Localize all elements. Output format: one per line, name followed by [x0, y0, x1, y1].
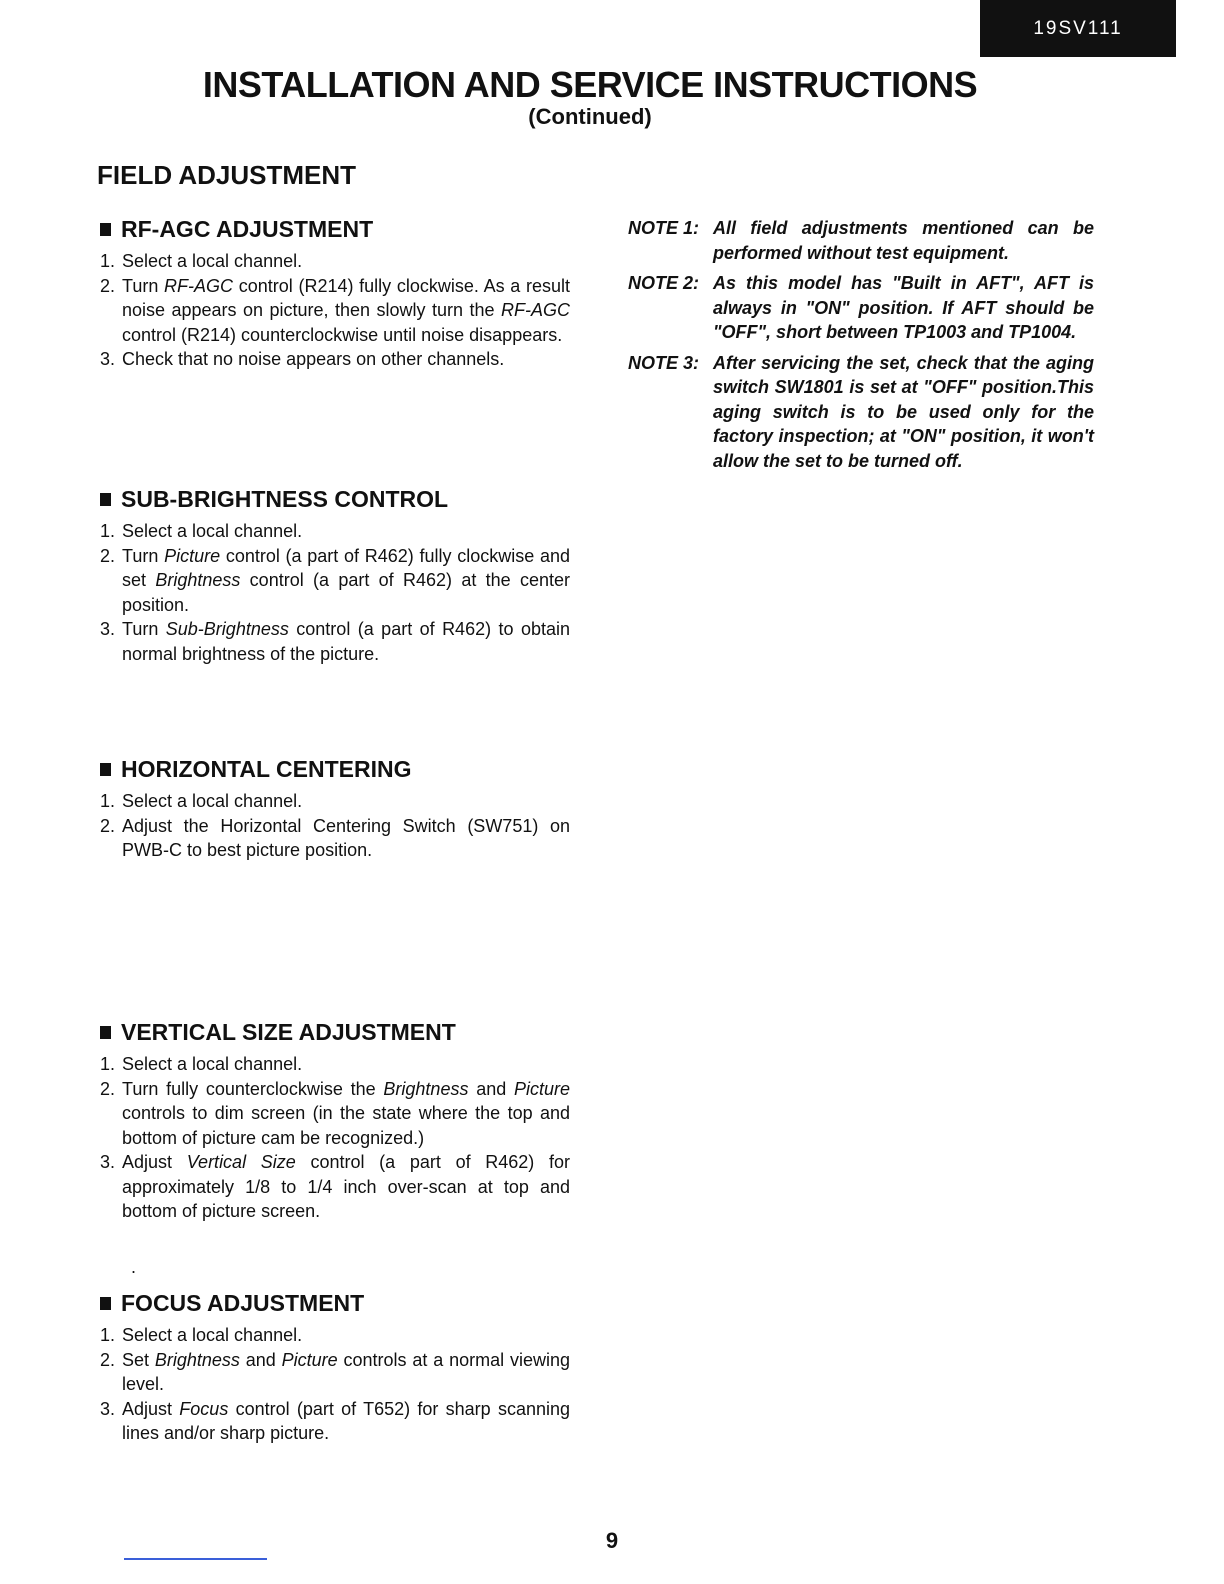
section-heading	[100, 486, 570, 513]
steps-list	[100, 519, 570, 666]
step-number: 3.	[100, 1398, 116, 1419]
step-item	[100, 274, 570, 348]
step-text: Adjust the Horizontal Centering Switch (SW751) on PWB-C to best picture position.	[122, 815, 570, 860]
footer-rule	[124, 1558, 267, 1560]
step-number: 3.	[100, 619, 116, 639]
section-sub-brightness	[100, 486, 570, 666]
section-heading	[100, 216, 570, 243]
step-text: Adjust Vertical Size control (a part of R462) for approximately 1/8 to 1/4 inch over-scan at top and bottom of picture screen.	[122, 1152, 570, 1221]
step-item	[100, 789, 570, 814]
note-label: NOTE 1:	[628, 218, 700, 238]
section-heading	[100, 1290, 570, 1317]
section-focus	[100, 1290, 570, 1446]
step-text: Turn RF-AGC control (R214) fully clockwise. As a result noise appears on picture, then slowly turn the RF-AGC control (R214) counterclockwise until noise disappears.	[122, 275, 571, 345]
step-number: 1.	[100, 1325, 116, 1345]
note-label: NOTE 2:	[628, 273, 700, 293]
step-item	[100, 1052, 570, 1077]
step-item	[100, 519, 570, 544]
steps-list	[100, 789, 570, 863]
step-number: 3.	[100, 1152, 116, 1172]
square-bullet-icon	[100, 1297, 111, 1310]
step-number: 2.	[100, 275, 116, 296]
step-text: Check that no noise appears on other channels.	[122, 349, 505, 369]
step-item	[100, 814, 570, 863]
step-number: 1.	[100, 251, 116, 271]
step-number: 2.	[100, 545, 116, 566]
field-adjustment-heading: FIELD ADJUSTMENT	[97, 160, 357, 190]
step-number: 1.	[100, 791, 116, 811]
square-bullet-icon	[100, 763, 111, 776]
section-vertical-size	[100, 1019, 570, 1224]
square-bullet-icon	[100, 493, 111, 506]
step-item	[100, 1323, 570, 1348]
section-title: RF-AGC ADJUSTMENT	[121, 216, 374, 242]
section-title: VERTICAL SIZE ADJUSTMENT	[121, 1019, 456, 1045]
stray-mark: .	[131, 1257, 137, 1277]
note-item	[628, 351, 1094, 474]
note-text: After servicing the set, check that the aging switch SW1801 is set at "OFF" position.This aging switch is to be used only for the factory inspection; at "ON" position, it won't allow the set to be turned off.	[713, 352, 1094, 471]
note-text: All field adjustments mentioned can be performed without test equipment.	[713, 218, 1094, 263]
step-text: Turn fully counterclockwise the Brightness and Picture controls to dim screen (in the state where the top and bottom of picture cam be recognized.)	[122, 1078, 570, 1148]
step-number: 3.	[100, 349, 116, 369]
step-text: Select a local channel.	[122, 251, 303, 271]
note-item	[628, 216, 1094, 265]
step-number: 1.	[100, 1054, 116, 1074]
section-heading	[100, 756, 570, 783]
section-rf-agc	[100, 216, 570, 372]
step-item	[100, 1348, 570, 1397]
square-bullet-icon	[100, 223, 111, 236]
step-text: Select a local channel.	[122, 1325, 303, 1345]
step-item	[100, 1077, 570, 1151]
steps-list	[100, 1052, 570, 1224]
step-text: Set Brightness and Picture controls at a normal viewing level.	[122, 1349, 570, 1394]
step-item	[100, 347, 570, 372]
step-number: 2.	[100, 1078, 116, 1099]
section-title: SUB-BRIGHTNESS CONTROL	[121, 486, 449, 512]
step-text: Select a local channel.	[122, 521, 303, 541]
square-bullet-icon	[100, 1026, 111, 1039]
step-item	[100, 617, 570, 666]
steps-list	[100, 1323, 570, 1446]
steps-list	[100, 249, 570, 372]
section-horizontal-centering	[100, 756, 570, 863]
page-subtitle: (Continued)	[528, 104, 652, 129]
step-text: Select a local channel.	[122, 1054, 303, 1074]
step-text: Turn Sub-Brightness control (a part of R462) to obtain normal brightness of the picture.	[122, 619, 570, 664]
section-title: FOCUS ADJUSTMENT	[121, 1290, 365, 1316]
step-item	[100, 249, 570, 274]
step-number: 2.	[100, 1349, 116, 1370]
model-number-tab: 19SV111	[980, 0, 1176, 57]
page-title: INSTALLATION AND SERVICE INSTRUCTIONS	[202, 64, 978, 105]
note-item	[628, 271, 1094, 345]
step-item	[100, 1150, 570, 1224]
step-number: 1.	[100, 521, 116, 541]
step-text: Adjust Focus control (part of T652) for sharp scanning lines and/or sharp picture.	[122, 1398, 570, 1443]
note-text: As this model has "Built in AFT", AFT is always in "ON" position. If AFT should be "OFF", short between TP1003 and TP1004.	[713, 273, 1094, 342]
note-label: NOTE 3:	[628, 352, 700, 373]
step-text: Select a local channel.	[122, 791, 303, 811]
step-number: 2.	[100, 815, 116, 836]
step-text: Turn Picture control (a part of R462) fully clockwise and set Brightness control (a part of R462) at the center position.	[122, 545, 571, 615]
notes-column	[628, 216, 1094, 479]
section-title: HORIZONTAL CENTERING	[121, 756, 412, 782]
step-item	[100, 544, 570, 618]
page-number: 9	[605, 1528, 619, 1553]
step-item	[100, 1397, 570, 1446]
section-heading	[100, 1019, 570, 1046]
